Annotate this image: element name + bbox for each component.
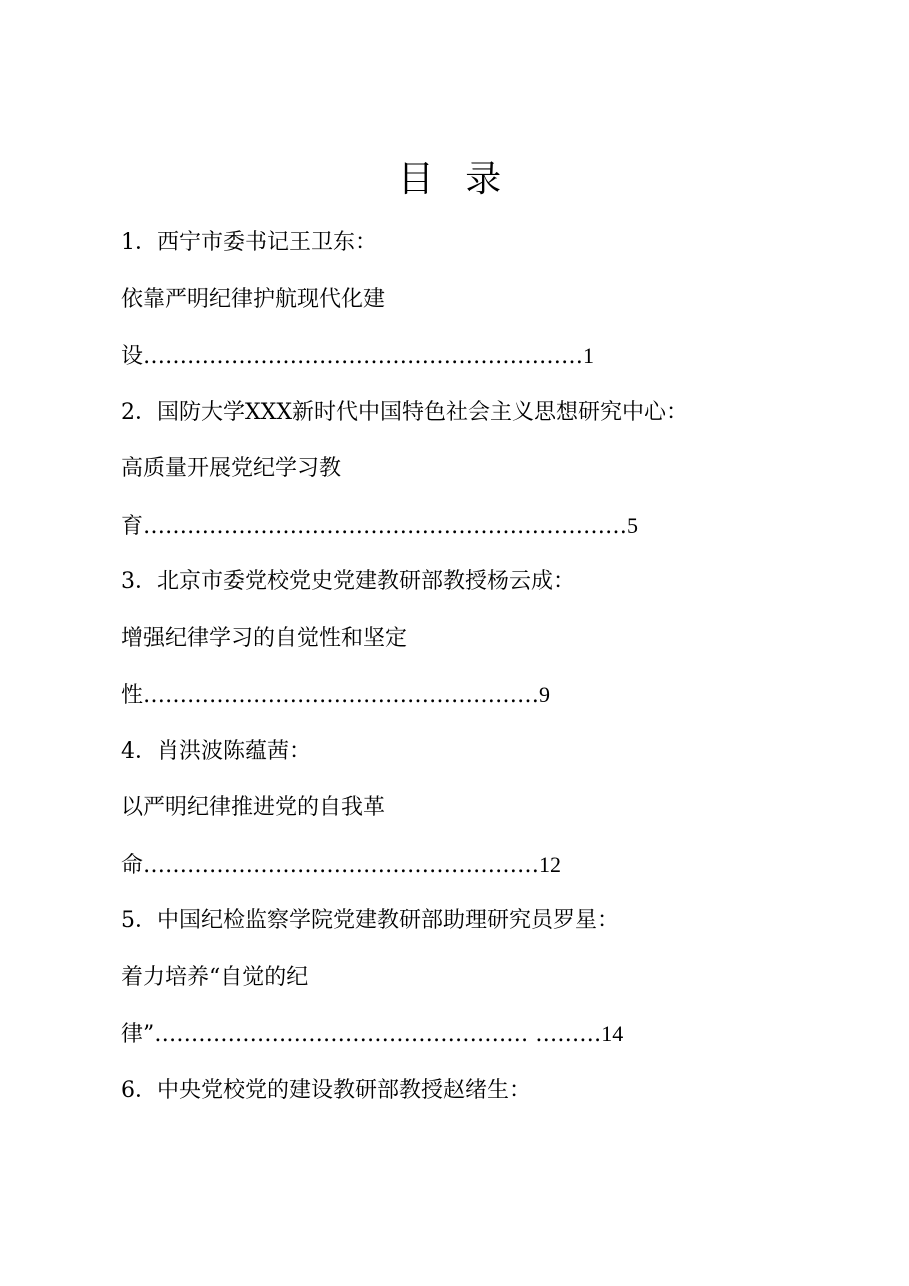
toc-list [121, 215, 821, 1119]
toc-leader: 性……………………………………………… [121, 683, 540, 708]
toc-entry-leader-line[interactable] [121, 1006, 821, 1063]
toc-entry-subtitle: 增强纪律学习的自觉性和坚定 [121, 625, 408, 651]
toc-entry-heading: 2．国防大学XXX新时代中国特色社会主义思想研究中心： [121, 399, 688, 425]
toc-leader: 育………………………………………………………… [121, 513, 628, 539]
toc-title: 目 录 [397, 159, 512, 200]
toc-entry-subtitle: 着力培养“自觉的纪 [121, 964, 309, 990]
toc-entry-heading: 5．中国纪检监察学院党建教研部助理研究员罗星： [121, 908, 619, 933]
toc-entry-leader-line[interactable] [121, 667, 821, 724]
toc-entry-subtitle: 以严明纪律推进党的自我革 [121, 795, 386, 820]
toc-leader: 设…………………………………………………… [121, 344, 584, 369]
toc-entry-leader-line[interactable] [121, 837, 821, 894]
toc-entry-leader-line[interactable] [121, 328, 821, 385]
toc-entry-heading: 6．中央党校党的建设教研部教授赵绪生： [121, 1077, 531, 1103]
toc-entry-subtitle: 依靠严明纪律护航现代化建 [121, 286, 386, 312]
toc-leader: 命……………………………………………… [121, 852, 540, 878]
toc-page-number: 1 [583, 343, 595, 368]
toc-entry-subtitle: 高质量开展党纪学习教 [121, 456, 342, 481]
toc-page-number: 5 [627, 512, 639, 538]
toc-entry-heading: 3．北京市委党校党史党建教研部教授杨云成： [121, 569, 575, 594]
toc-page-number: 9 [539, 682, 551, 707]
toc-page-number: 14 [601, 1021, 624, 1046]
toc-entry-heading: 4．肖洪波陈蕴茜： [121, 738, 311, 764]
toc-entry-leader-line[interactable] [121, 498, 821, 555]
toc-entry-heading: 1．西宁市委书记王卫东： [121, 230, 377, 255]
toc-leader: 律”…………………………………………… ……… [121, 1022, 602, 1047]
toc-page-number: 12 [539, 851, 562, 877]
